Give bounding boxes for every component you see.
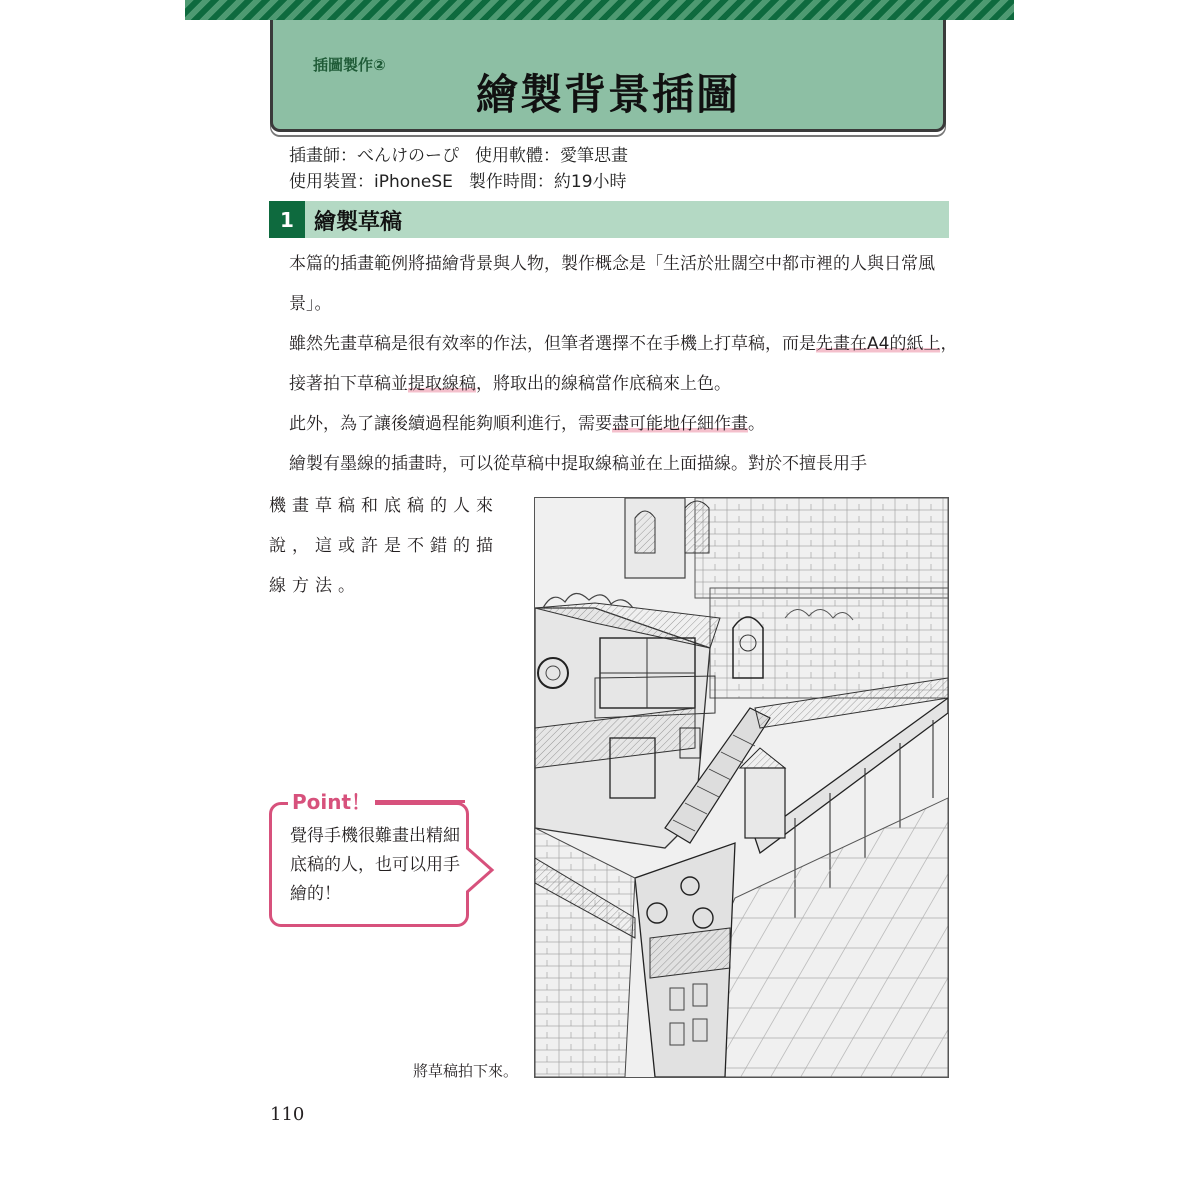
body-paragraph-4-continued: 機畫草稿和底稿的人來說，這或許是不錯的描線方法。 — [269, 496, 499, 596]
p2-text-b: ，接著拍下草稿並 — [289, 334, 958, 394]
p2-text-c: ，將取出的線稿當作底稿來上色。 — [476, 374, 731, 394]
figure-caption: 將草稿拍下來。 — [413, 1062, 519, 1080]
chapter-subtitle: 插圖製作② — [313, 56, 386, 74]
meta-line-1 — [289, 141, 644, 166]
body-paragraph-1: 本篇的插畫範例將描繪背景與人物，製作概念是「生活於壯闊空中都市裡的人與日常風景」。 — [289, 254, 935, 314]
page-number: 110 — [270, 1104, 305, 1125]
body-paragraph-4: 繪製有墨線的插畫時，可以從草稿中提取線稿並在上面描線。對於不擅長用手 — [289, 454, 867, 474]
meta-line-2 — [289, 167, 643, 192]
meta-time: 製作時間：約19小時 — [468, 172, 627, 192]
header-stripe-bar — [185, 0, 1014, 20]
p2-highlight-extract: 提取線稿 — [408, 374, 476, 394]
p3-text-a: 此外，為了讓後續過程能夠順利進行，需要 — [289, 414, 612, 434]
chapter-title-box — [270, 20, 946, 132]
meta-device: 使用裝置：iPhoneSE — [289, 172, 453, 192]
section-title: 繪製草稿 — [314, 210, 403, 235]
meta-illustrator: 插畫師：べんけのーぴ — [289, 146, 459, 166]
pencil-sketch-image — [534, 497, 949, 1078]
p3-highlight-detail: 盡可能地仔細作畫 — [612, 414, 748, 434]
body-paragraph-3 — [269, 404, 979, 444]
section-heading — [269, 201, 949, 238]
body-paragraph-2 — [269, 324, 959, 404]
p3-text-b: 。 — [748, 414, 765, 434]
p2-highlight-paper: 先畫在A4的紙上 — [816, 334, 941, 354]
speech-tail-icon — [466, 845, 496, 895]
point-callout-label: Point！ — [288, 786, 375, 815]
meta-software: 使用軟體：愛筆思畫 — [475, 146, 628, 166]
page-title: 繪製背景插圖 — [475, 70, 740, 119]
point-callout-text: 覺得手機很難畫出精細底稿的人，也可以用手繪的！ — [290, 826, 460, 904]
point-callout-rule — [375, 800, 465, 803]
section-number-badge: 1 — [269, 201, 305, 238]
p2-text-a: 雖然先畫草稿是很有效率的作法，但筆者選擇不在手機上打草稿，而是 — [289, 334, 816, 354]
city-sketch-drawing — [535, 498, 948, 1077]
